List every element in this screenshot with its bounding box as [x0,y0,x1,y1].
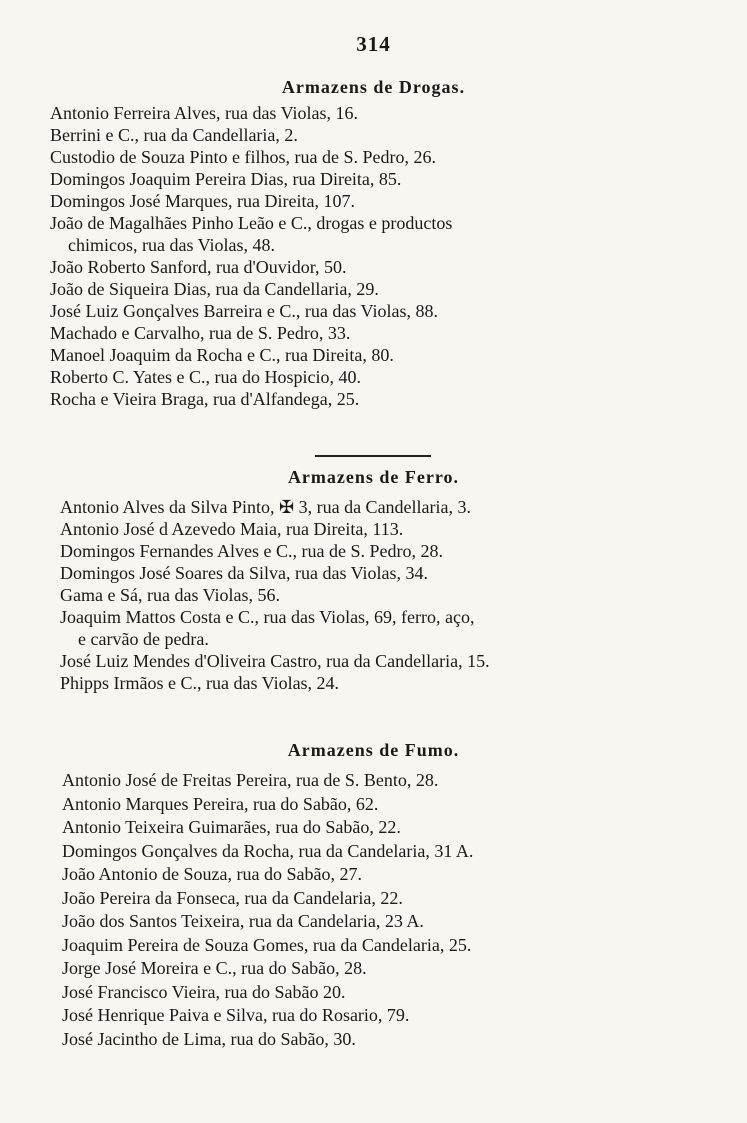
entry-continuation: chimicos, rua das Violas, 48. [68,235,276,255]
entry-text: Gama e Sá, rua das Violas, 56. [60,585,281,605]
entry-continuation: e carvão de pedra. [78,629,209,649]
list-item [0,793,657,817]
entry-text: Antonio Ferreira Alves, rua das Violas, 16. [50,103,359,123]
list-item [0,863,657,887]
list-item [0,606,657,650]
entry-text: Joaquim Mattos Costa e C., rua das Violas, 69, ferro, aço, [60,607,475,627]
entry-text: José Jacintho de Lima, rua do Sabão, 30. [62,1028,356,1049]
list-item [0,388,657,410]
entry-text: João Antonio de Souza, rua do Sabão, 27. [62,864,362,884]
list-item [0,584,657,606]
list-item [0,278,657,300]
section-divider [315,455,431,457]
entry-text: Domingos Fernandes Alves e C., rua de S. Pedro, 28. [60,541,443,561]
list-item [0,672,657,694]
entry-text: Roberto C. Yates e C., rua do Hospicio, 40. [50,367,361,387]
entry-list-ferro [0,496,747,694]
entry-text: João de Magalhães Pinho Leão e C., drogas e productos [50,213,453,233]
entry-text: Rocha e Vieira Braga, rua d'Alfandega, 25. [50,389,360,409]
section-ferro [0,464,747,694]
entry-text: José Luiz Gonçalves Barreira e C., rua das Violas, 88. [50,301,438,321]
entry-list-drogas [0,102,747,410]
entry-text: José Francisco Vieira, rua do Sabão 20. [62,981,346,1002]
list-item [0,322,657,344]
entry-text: José Luiz Mendes d'Oliveira Castro, rua da Candellaria, 15. [60,651,490,671]
entry-text: Custodio de Souza Pinto e filhos, rua de S. Pedro, 26. [50,147,436,167]
list-item [0,146,657,168]
section-fumo [0,737,747,1051]
section-title-drogas: Armazens de Drogas. [281,77,466,97]
entry-text: Antonio José d Azevedo Maia, rua Direita, 113. [60,519,404,539]
entry-text: Antonio José de Freitas Pereira, rua de S. Bento, 28. [62,770,439,790]
list-item [0,769,657,793]
list-item [0,300,657,322]
list-item [0,934,657,958]
entry-text: João de Siqueira Dias, rua da Candellaria, 29. [50,279,379,299]
entry-text: Manoel Joaquim da Rocha e C., rua Direita, 80. [50,345,394,365]
section-drogas [0,74,747,410]
section-title-ferro: Armazens de Ferro. [287,467,460,487]
list-item [0,1004,657,1028]
list-item [0,168,657,190]
entry-text: João dos Santos Teixeira, rua da Candelaria, 23 A. [62,911,424,931]
entry-list-fumo [0,769,747,1051]
list-item [0,957,657,981]
entry-text: Antonio Alves da Silva Pinto, ✠ 3, rua da Candellaria, 3. [60,497,472,517]
list-item [0,212,657,256]
list-item [0,124,657,146]
section-title-fumo: Armazens de Fumo. [287,740,460,760]
list-item [0,910,657,934]
list-item [0,887,657,911]
list-item [0,540,657,562]
entry-text: Jorge José Moreira e C., rua do Sabão, 28. [62,958,367,978]
list-item [0,650,657,672]
entry-text: Antonio Teixeira Guimarães, rua do Sabão, 22. [62,817,401,837]
list-item [0,816,657,840]
entry-text: Berrini e C., rua da Candellaria, 2. [50,125,298,145]
list-item [0,981,657,1005]
entry-text: Domingos Gonçalves da Rocha, rua da Candelaria, 31 A. [62,840,474,861]
list-item [0,190,657,212]
list-item [0,840,657,864]
list-item [0,366,657,388]
entry-text: Phipps Irmãos e C., rua das Violas, 24. [60,673,340,693]
page-number: 314 [356,32,391,56]
list-item [0,518,657,540]
list-item [0,102,657,124]
list-item [0,1028,657,1052]
list-item [0,562,657,584]
entry-text: Domingos José Soares da Silva, rua das Violas, 34. [60,563,429,583]
entry-text: Machado e Carvalho, rua de S. Pedro, 33. [50,323,351,343]
entry-text: Domingos José Marques, rua Direita, 107. [50,191,355,211]
entry-text: Joaquim Pereira de Souza Gomes, rua da Candelaria, 25. [62,934,472,955]
list-item [0,344,657,366]
list-item [0,256,657,278]
list-item [0,496,657,518]
entry-text: Domingos Joaquim Pereira Dias, rua Direita, 85. [50,169,402,189]
entry-text: José Henrique Paiva e Silva, rua do Rosario, 79. [62,1005,410,1025]
entry-text: João Pereira da Fonseca, rua da Candelaria, 22. [62,887,403,908]
entry-text: João Roberto Sanford, rua d'Ouvidor, 50. [50,257,347,277]
entry-text: Antonio Marques Pereira, rua do Sabão, 62. [62,793,379,814]
